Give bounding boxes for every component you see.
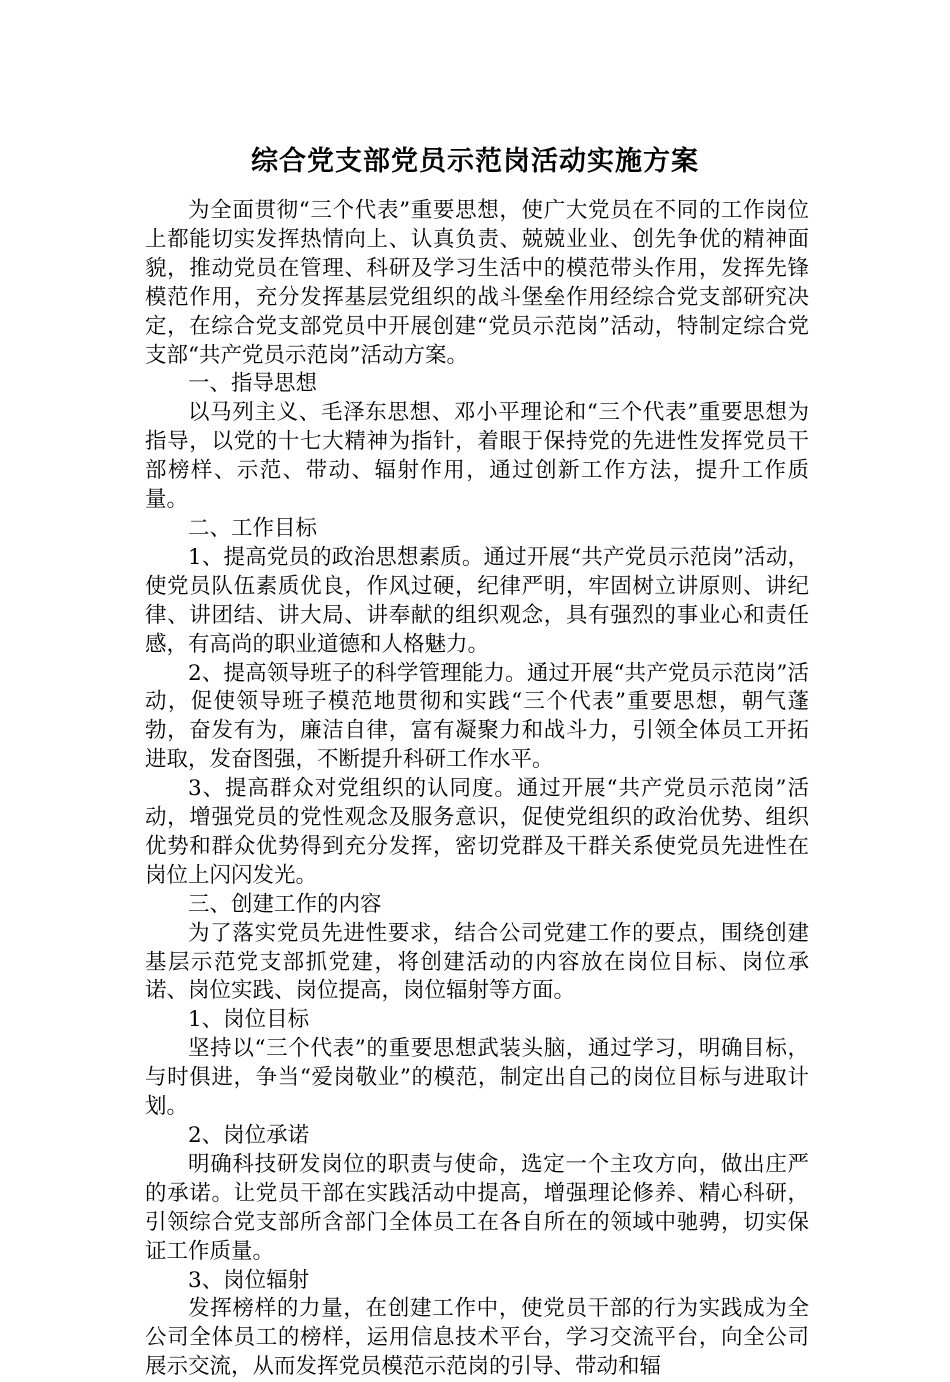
- paragraph: 为了落实党员先进性要求，结合公司党建工作的要点，围绕创建基层示范党支部抓党建，将创建活动的内容放在岗位目标、岗位承诺、岗位实践、岗位提高，岗位辐射等方面。: [145, 920, 809, 1004]
- paragraph: 3、提高群众对党组织的认同度。通过开展“共产党员示范岗”活动，增强党员的党性观念及服务意识，促使党组织的政治优势、组织优势和群众优势得到充分发挥，密切党群及干群关系使党员先进性在岗位上闪闪发光。: [145, 776, 809, 888]
- document-body: [145, 197, 809, 1382]
- section-heading: 三、创建工作的内容: [188, 891, 382, 917]
- document-title: 综合党支部党员示范岗活动实施方案: [251, 146, 699, 177]
- paragraph: 为全面贯彻“三个代表”重要思想，使广大党员在不同的工作岗位上都能切实发挥热情向上、认真负责、兢兢业业、创先争优的精神面貌，推动党员在管理、科研及学习生活中的模范带头作用，发挥先锋模范作用，充分发挥基层党组织的战斗堡垒作用经综合党支部研究决定，在综合党支部党员中开展创建“党员示范岗”活动，特制定综合党支部“共产党员示范岗”活动方案。: [145, 198, 809, 368]
- section-heading: 二、工作目标: [188, 515, 318, 541]
- paragraph: 1、提高党员的政治思想素质。通过开展“共产党员示范岗”活动，使党员队伍素质优良，作风过硬，纪律严明，牢固树立讲原则、讲纪律、讲团结、讲大局、讲奉献的组织观念，具有强烈的事业心和责任感，有高尚的职业道德和人格魅力。: [145, 544, 809, 657]
- paragraph: 明确科技研发岗位的职责与使命，选定一个主攻方向，做出庄严的承诺。让党员干部在实践活动中提高，增强理论修养、精心科研，引领综合党支部所含部门全体员工在各自所在的领域中驰骋，切实保证工作质量。: [145, 1151, 809, 1264]
- paragraph: 以马列主义、毛泽东思想、邓小平理论和“三个代表”重要思想为指导，以党的十七大精神为指针，着眼于保持党的先进性发挥党员干部榜样、示范、带动、辐射作用，通过创新工作方法，提升工作质量。: [145, 400, 809, 513]
- section-heading: 2、岗位承诺: [188, 1123, 310, 1148]
- paragraph: 发挥榜样的力量，在创建工作中，使党员干部的行为实践成为全公司全体员工的榜样，运用信息技术平台，学习交流平台，向全公司展示交流，从而发挥党员模范示范岗的引导、带动和辐: [145, 1296, 809, 1380]
- paragraph: 坚持以“三个代表”的重要思想武装头脑，通过学习，明确目标，与时俱进，争当“爱岗敬业”的模范，制定出自己的岗位目标与进取计划。: [145, 1036, 809, 1120]
- section-heading: 3、岗位辐射: [188, 1267, 310, 1293]
- section-heading: 一、指导思想: [188, 371, 318, 397]
- paragraph: 2、提高领导班子的科学管理能力。通过开展“共产党员示范岗”活动，促使领导班子模范地贯彻和实践“三个代表”重要思想，朝气蓬勃，奋发有为，廉洁自律，富有凝聚力和战斗力，引领全体员工开拓进取，发奋图强，不断提升科研工作水平。: [145, 660, 809, 773]
- section-heading: 1、岗位目标: [188, 1007, 310, 1033]
